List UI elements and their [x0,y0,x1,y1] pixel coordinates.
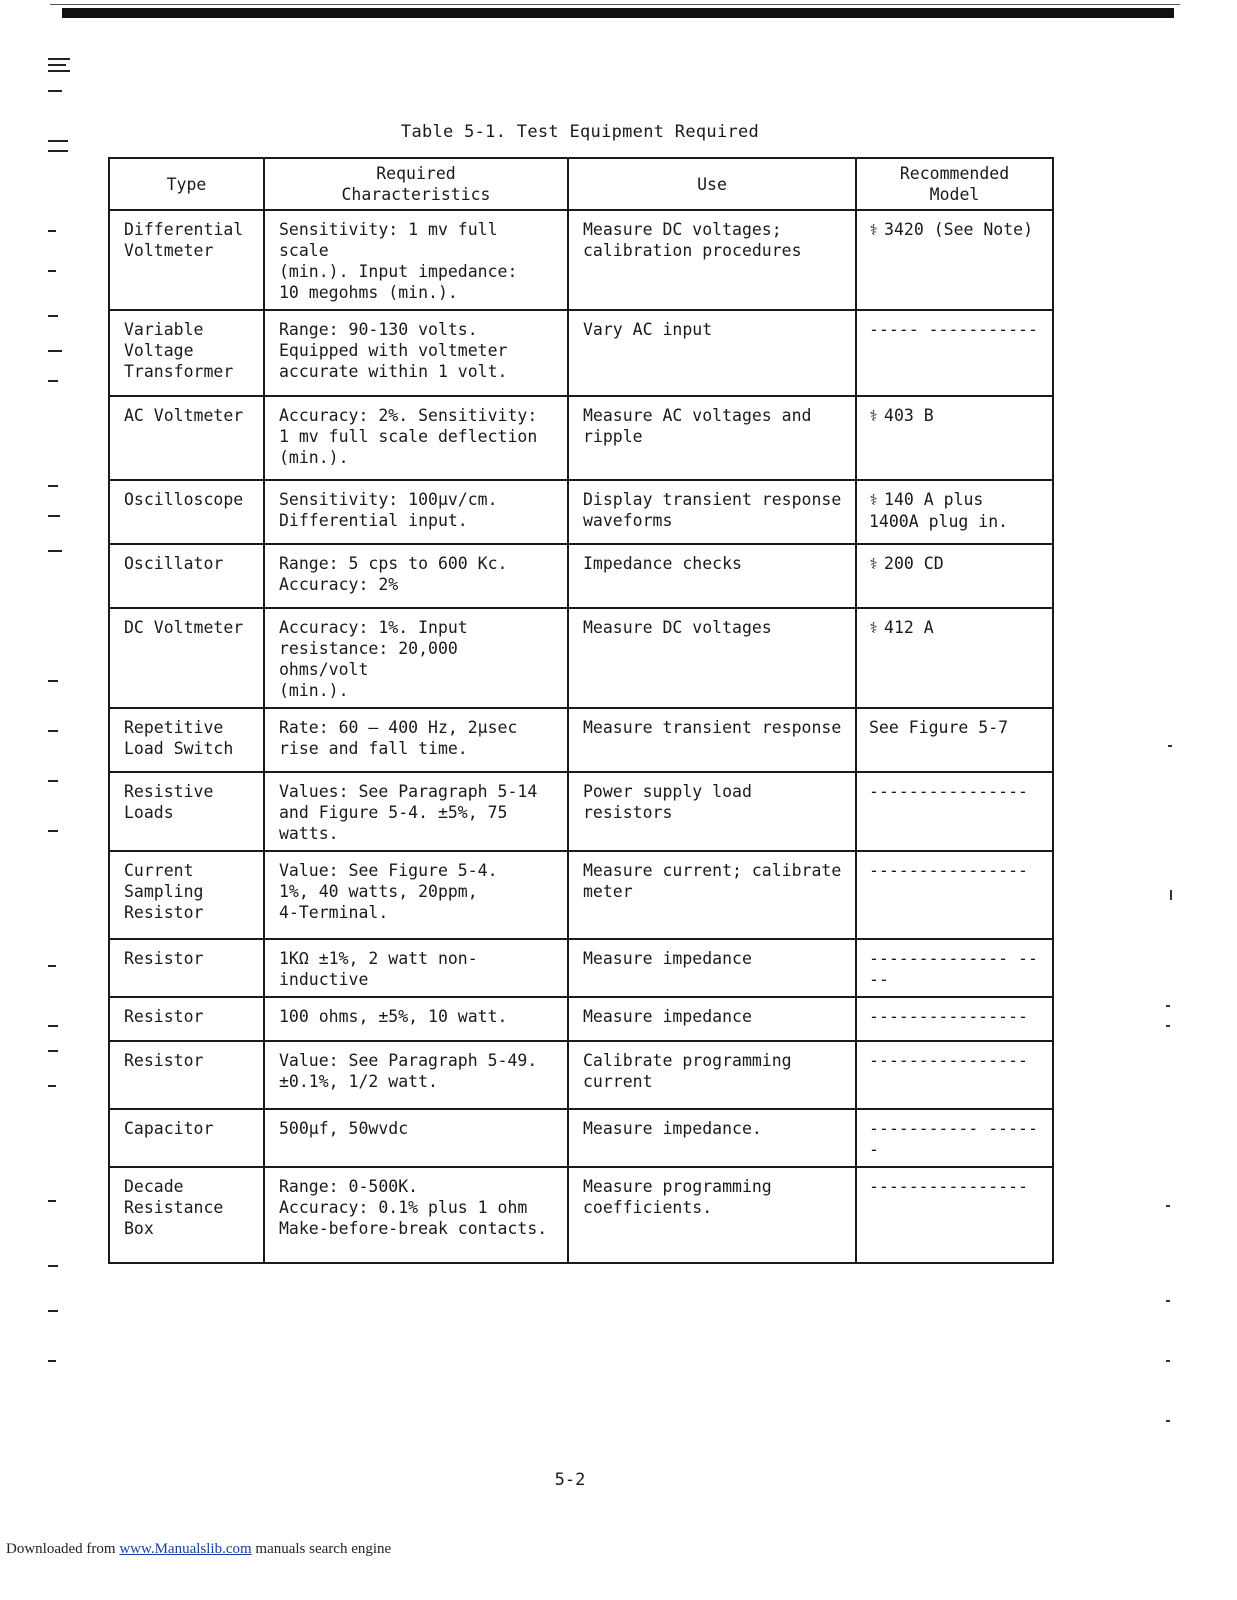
cell-characteristics [264,608,568,708]
cell-use [568,997,856,1041]
cell-use [568,772,856,851]
table-row [109,1109,1053,1167]
cell-use-text: Measure impedance. [583,1119,762,1138]
cell-characteristics-text: 1KΩ ±1%, 2 watt non-inductive [279,949,478,989]
cell-type-text: Decade Resistance Box [124,1177,224,1238]
cell-model-text: 403 B [884,406,934,425]
cell-characteristics-text: Value: See Paragraph 5-49. ±0.1%, 1/2 watt. [279,1051,538,1091]
cell-characteristics [264,997,568,1041]
cell-model [856,851,1053,939]
cell-type-text: DC Voltmeter [124,618,244,637]
scan-top-band [62,8,1174,18]
cell-model [856,480,1053,544]
table-row [109,939,1053,997]
cell-use-text: Vary AC input [583,320,713,339]
cell-type [109,1041,264,1109]
cell-type-text: Oscillator [124,554,224,573]
cell-use [568,310,856,396]
cell-use [568,1109,856,1167]
cell-use [568,708,856,772]
cell-use-text: Measure impedance [583,1007,752,1026]
cell-type [109,544,264,608]
test-equipment-table [108,157,1054,1264]
cell-characteristics-text: 100 ohms, ±5%, 10 watt. [279,1007,508,1026]
cell-model [856,210,1053,310]
cell-characteristics [264,772,568,851]
cell-characteristics [264,851,568,939]
cell-type-text: Resistor [124,1007,204,1026]
cell-use [568,480,856,544]
cell-model-text: ---------------- [869,782,1028,801]
cell-use [568,544,856,608]
page-number: 5-2 [554,1470,586,1490]
cell-model-text: ---------------- [869,861,1028,880]
cell-characteristics-text: Range: 90-130 volts. Equipped with voltmeter accurate within 1 volt. [279,320,508,381]
cell-characteristics-text: Value: See Figure 5-4. 1%, 40 watts, 20ppm, 4-Terminal. [279,861,498,922]
cell-model-text: 3420 (See Note) [884,220,1034,239]
cell-model-text: 140 A plus 1400A plug in. [869,490,1009,531]
hp-logo-icon: ⚕ [869,491,879,509]
cell-model [856,396,1053,480]
table-body [109,210,1053,1263]
cell-use-text: Measure current; calibrate meter [583,861,842,901]
cell-use-text: Measure impedance [583,949,752,968]
cell-use [568,210,856,310]
cell-use-text: Calibrate programming current [583,1051,792,1091]
cell-use-text: Measure DC voltages; calibration procedures [583,220,802,260]
hp-logo-icon: ⚕ [869,555,879,573]
cell-characteristics [264,310,568,396]
cell-characteristics-text: Rate: 60 — 400 Hz, 2µsec rise and fall time. [279,718,518,758]
cell-characteristics-text: Sensitivity: 100µv/cm. Differential input. [279,490,498,530]
cell-use [568,608,856,708]
cell-type-text: Capacitor [124,1119,214,1138]
table-row [109,310,1053,396]
table-row [109,851,1053,939]
table-row [109,396,1053,480]
scan-edge-line [50,4,1180,5]
cell-model [856,608,1053,708]
footer-link[interactable]: www.Manualslib.com [119,1541,252,1557]
cell-model [856,997,1053,1041]
download-footer [6,1541,391,1558]
cell-characteristics [264,1167,568,1263]
table-row [109,708,1053,772]
cell-characteristics-text: Range: 0-500K. Accuracy: 0.1% plus 1 ohm Make-before-break contacts. [279,1177,548,1238]
cell-characteristics-text: Accuracy: 1%. Input resistance: 20,000 ohms/volt (min.). [279,618,468,700]
header-use: Use [568,158,856,210]
cell-model [856,772,1053,851]
table-row [109,997,1053,1041]
cell-use-text: Measure DC voltages [583,618,772,637]
table-row [109,210,1053,310]
cell-use-text: Measure transient response [583,718,842,737]
cell-characteristics [264,939,568,997]
cell-characteristics [264,544,568,608]
cell-model [856,1167,1053,1263]
cell-type-text: Resistive Loads [124,782,214,822]
header-model: Recommended Model [856,158,1053,210]
cell-type [109,1109,264,1167]
cell-type [109,997,264,1041]
cell-type [109,851,264,939]
table-row [109,480,1053,544]
cell-characteristics-text: Range: 5 cps to 600 Kc. Accuracy: 2% [279,554,508,594]
cell-use-text: Measure AC voltages and ripple [583,406,812,446]
cell-characteristics [264,1109,568,1167]
footer-suffix: manuals search engine [251,1541,392,1557]
cell-type [109,1167,264,1263]
cell-use [568,1041,856,1109]
table-row [109,1041,1053,1109]
cell-type-text: AC Voltmeter [124,406,244,425]
cell-characteristics [264,210,568,310]
cell-model-text: 412 A [884,618,934,637]
hp-logo-icon: ⚕ [869,407,879,425]
cell-type [109,310,264,396]
cell-type [109,708,264,772]
cell-model-text: -------------- ---- [869,949,1038,989]
header-type: Type [109,158,264,210]
cell-type [109,939,264,997]
cell-model [856,1041,1053,1109]
cell-type-text: Oscilloscope [124,490,244,509]
cell-use [568,939,856,997]
table-row [109,608,1053,708]
table-header-row [109,158,1053,210]
cell-type-text: Variable Voltage Transformer [124,320,234,381]
cell-use-text: Display transient response waveforms [583,490,842,530]
cell-model [856,544,1053,608]
table-row [109,544,1053,608]
cell-type-text: Resistor [124,1051,204,1070]
cell-use-text: Impedance checks [583,554,742,573]
cell-model-text: ----------- ------ [869,1119,1038,1159]
cell-characteristics-text: Accuracy: 2%. Sensitivity: 1 mv full scale deflection (min.). [279,406,538,467]
cell-characteristics-text: Values: See Paragraph 5-14 and Figure 5-4. ±5%, 75 watts. [279,782,538,843]
table-title: Table 5-1. Test Equipment Required [400,122,760,142]
cell-model-text: 200 CD [884,554,944,573]
cell-model-text: ---------------- [869,1007,1028,1026]
cell-characteristics-text: Sensitivity: 1 mv full scale (min.). Input impedance: 10 megohms (min.). [279,220,518,302]
table-row [109,772,1053,851]
table-row [109,1167,1053,1263]
cell-type [109,396,264,480]
cell-type-text: Repetitive Load Switch [124,718,234,758]
cell-use [568,396,856,480]
cell-type [109,772,264,851]
cell-characteristics [264,1041,568,1109]
cell-model [856,708,1053,772]
cell-use [568,1167,856,1263]
cell-type-text: Differential Voltmeter [124,220,244,260]
hp-logo-icon: ⚕ [869,619,879,637]
cell-use-text: Power supply load resistors [583,782,752,822]
cell-model-text: See Figure 5-7 [869,718,1009,737]
cell-model-text: ---------------- [869,1177,1028,1196]
header-characteristics: Required Characteristics [264,158,568,210]
cell-characteristics [264,708,568,772]
scan-left-margin-marks [40,40,70,1380]
cell-model [856,1109,1053,1167]
cell-characteristics [264,396,568,480]
cell-type [109,608,264,708]
hp-logo-icon: ⚕ [869,221,879,239]
cell-characteristics [264,480,568,544]
cell-characteristics-text: 500µf, 50wvdc [279,1119,409,1138]
cell-type [109,210,264,310]
cell-type-text: Current Sampling Resistor [124,861,204,922]
cell-type-text: Resistor [124,949,204,968]
cell-model [856,310,1053,396]
cell-model-text: ---------------- [869,1051,1028,1070]
cell-model-text: ----- ----------- [869,320,1038,339]
footer-prefix: Downloaded from [6,1541,120,1557]
cell-use [568,851,856,939]
cell-model [856,939,1053,997]
cell-type [109,480,264,544]
cell-use-text: Measure programming coefficients. [583,1177,772,1217]
